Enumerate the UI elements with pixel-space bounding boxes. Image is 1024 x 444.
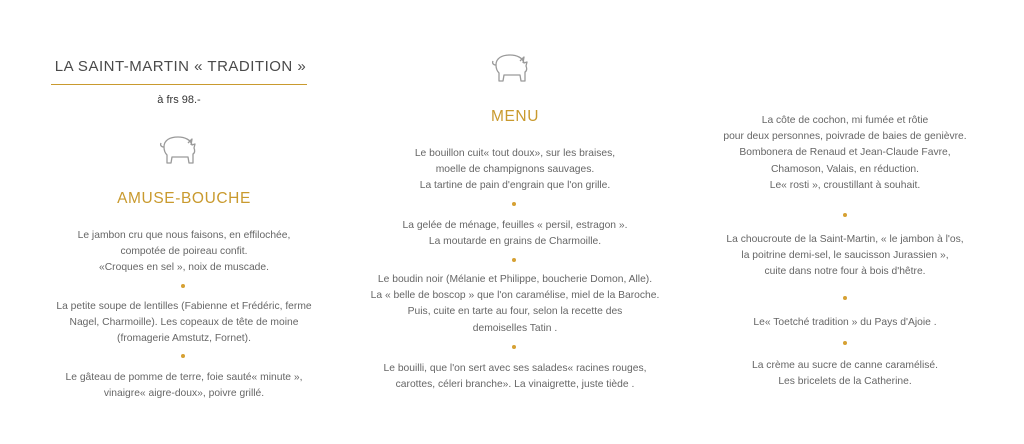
menu-item: La crème au sucre de canne caramélisé. Les bricelets de la Catherine. [751, 360, 938, 388]
pig-icon [158, 132, 198, 166]
separator-dot [843, 296, 847, 300]
menu-item: Le boudin noir (Mélanie et Philippe, boucherie Domon, Alle). La « belle de boscop » que l'on caramélise, miel de la Baroche. Puis, cuite en tarte au four, selon la recette des demoiselles Tatin . [370, 274, 660, 334]
menu-item: La gelée de ménage, feuilles « persil, estragon ». La moutarde en grains de Charmoille. [402, 220, 628, 248]
separator-dot [181, 354, 185, 358]
menu-item: La petite soupe de lentilles (Fabienne et Frédéric, ferme Nagel, Charmoille). Les copeaux de tête de moine (fromagerie Amstutz, Fornet). [56, 301, 312, 345]
menu-item: Le jambon cru que nous faisons, en effilochée, compotée de poireau confit. «Croques en sel », noix de muscade. [77, 230, 291, 274]
separator-dot [843, 213, 847, 217]
amuse-bouche-heading: AMUSE-BOUCHE [117, 190, 251, 207]
menu-title: LA SAINT-MARTIN « TRADITION » [54, 58, 307, 75]
separator-dot [512, 345, 516, 349]
menu-item: Le« Toetché tradition » du Pays d'Ajoie . [753, 317, 937, 328]
separator-dot [843, 341, 847, 345]
menu-item: Le bouillon cuit« tout doux», sur les braises, moelle de champignons sauvages. La tartine de pain d'engrain que l'on grille. [414, 148, 616, 192]
separator-dot [512, 202, 516, 206]
menu-item: Le bouilli, que l'on sert avec ses salades« racines rouges, carottes, céleri branche». La vinaigrette, juste tiède . [383, 363, 647, 391]
separator-dot [181, 284, 185, 288]
menu-price: à frs 98.- [157, 94, 201, 106]
pig-icon [490, 50, 530, 84]
menu-item: La côte de cochon, mi fumée et rôtie pour deux personnes, poivrade de baies de genièvre. Bombonera de Renaud et Jean-Claude Favre, Chamoson, Valais, en réduction. Le« rosti », croustillant à souhait. [723, 115, 967, 191]
menu-item: La choucroute de la Saint-Martin, « le jambon à l'os, la poitrine demi-sel, le saucisson Jurassien », cuite dans notre four à bois d'hêtre. [726, 234, 964, 278]
menu-heading: MENU [490, 108, 540, 125]
title-divider [51, 84, 307, 85]
separator-dot [512, 258, 516, 262]
menu-item: Le gâteau de pomme de terre, foie sauté« minute », vinaigre« aigre-doux», poivre grillé. [65, 372, 303, 400]
